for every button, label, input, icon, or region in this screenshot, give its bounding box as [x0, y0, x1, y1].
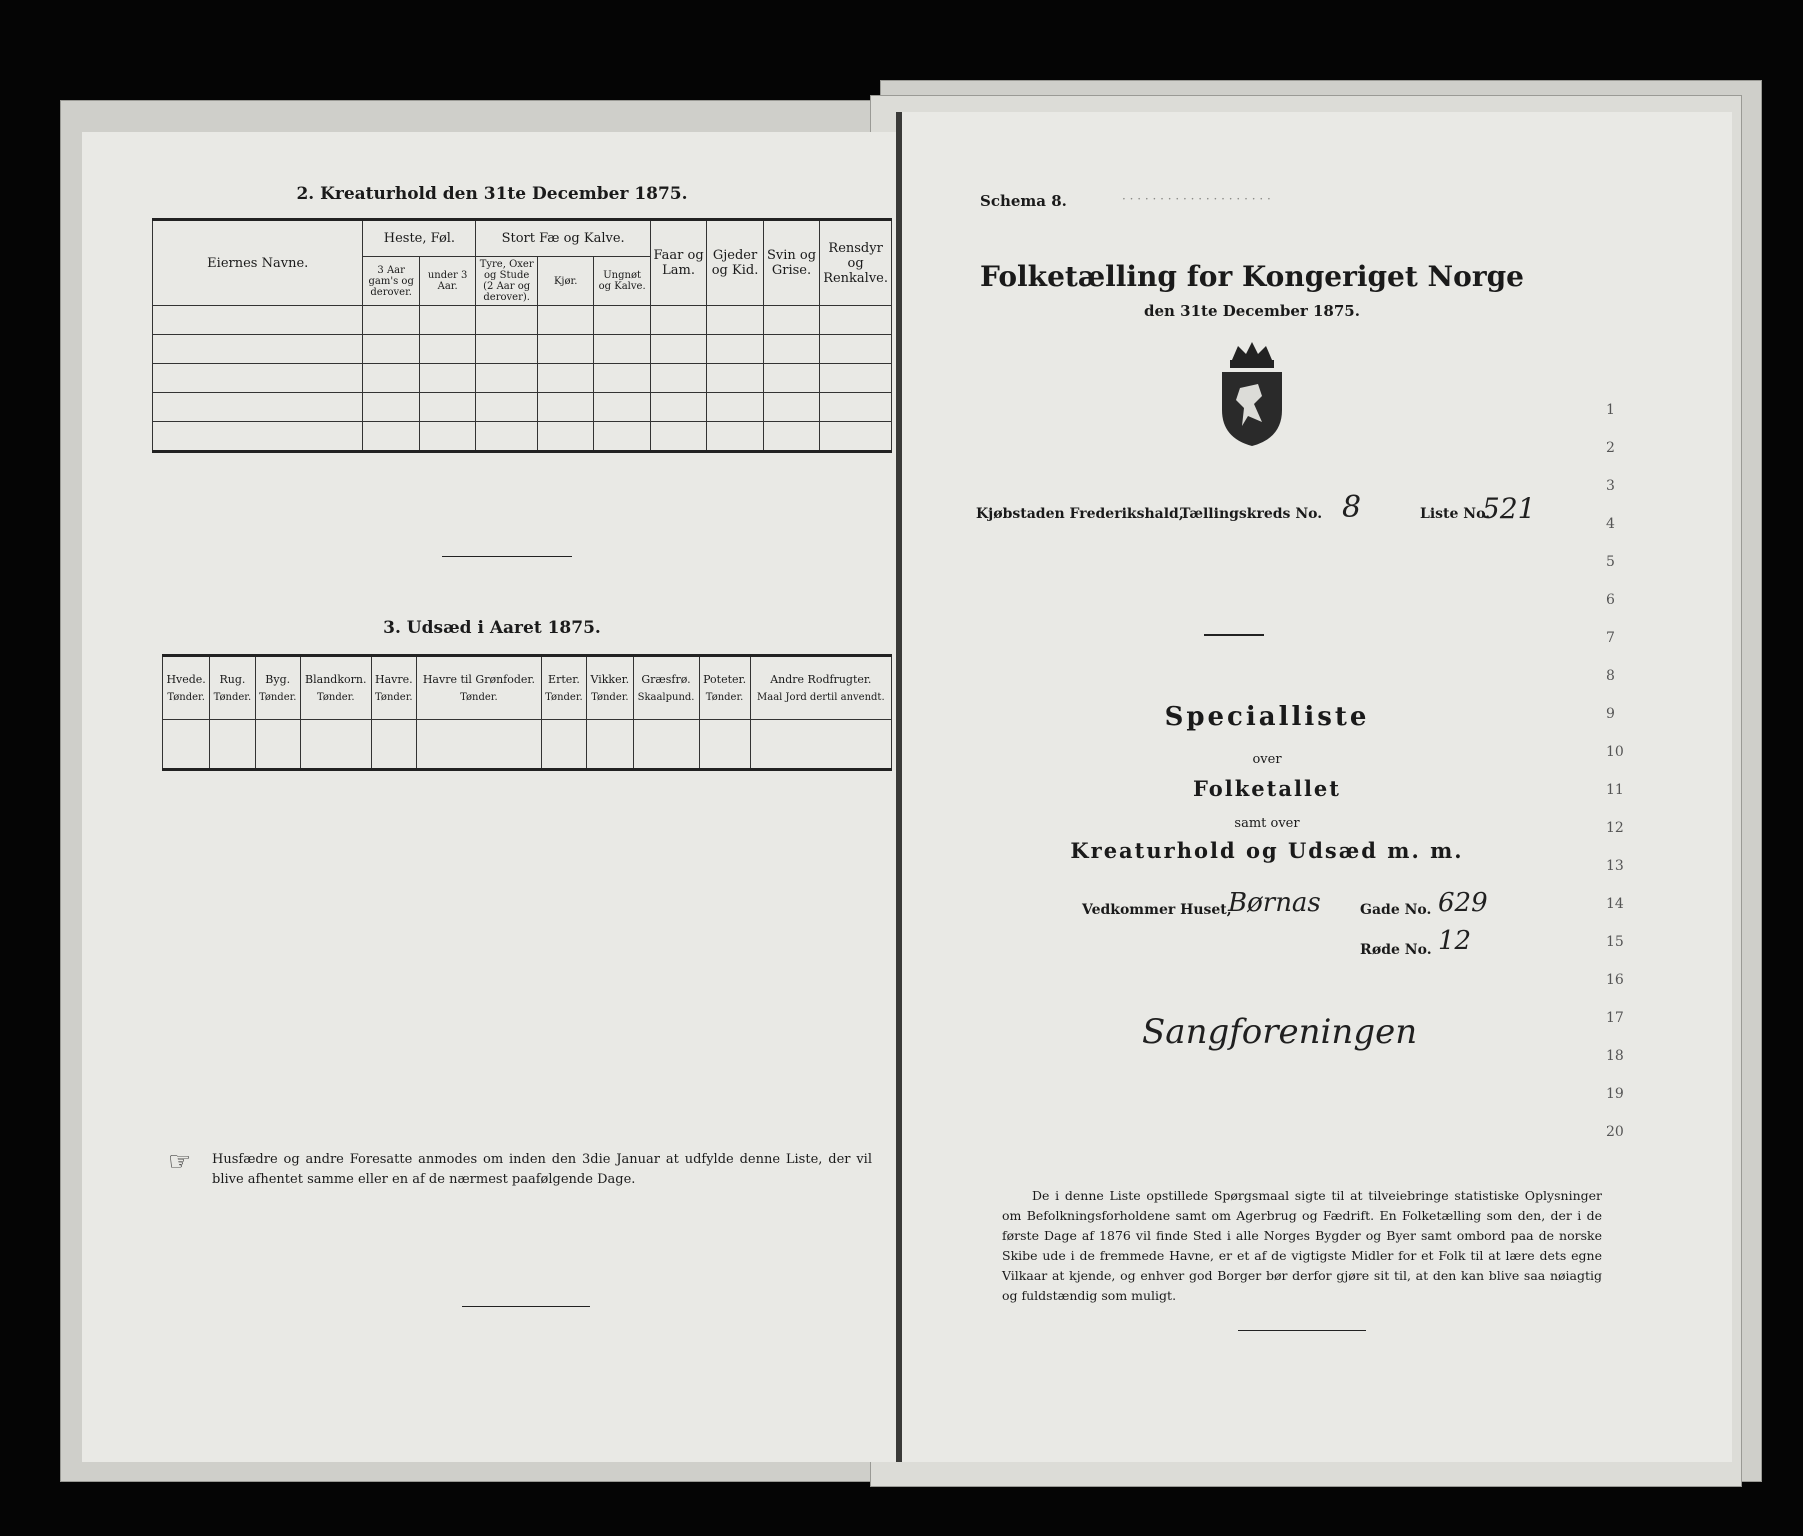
table-row: [153, 335, 892, 364]
seed-crop-name: Havre.: [374, 673, 413, 686]
table-row: [153, 422, 892, 452]
seed-cell: [633, 720, 699, 770]
row-number: 19: [1606, 1086, 1624, 1102]
explanation-paragraph: De i denne Liste opstillede Spørgsmaal sigte til at tilveiebringe statistiske Oplysninger om Befolkningsforholdene samt om Agerbrug og Fædrift. En Folketælling som den, der i de første Dage af 1876 vil finde Sted i alle Norges Bygder og Byer samt ombord paa de norske Skibe ude i de fremmede Havne, er et af de vigtigste Midler for et Folk til at lære dets egne Vilkaar at kjende, og enhver god Borger bør derfor gjøre sit til, at den kan blive saa nøiagtig og fuldstændig som muligt.: [1002, 1188, 1602, 1303]
row-number-column: [1592, 252, 1632, 1452]
seed-column-header: [371, 656, 416, 720]
rode-label: Røde No.: [1360, 942, 1432, 958]
row-number: 17: [1606, 1010, 1624, 1026]
seed-column-header: [750, 656, 891, 720]
seed-unit: Tønder.: [167, 692, 205, 703]
census-title: Folketælling for Kongeriget Norge: [980, 260, 1524, 293]
seed-crop-name: Rug.: [219, 673, 246, 686]
seed-crop-name: Erter.: [548, 673, 580, 686]
seed-crop-name: Vikker.: [590, 673, 630, 686]
seed-cell: [163, 720, 210, 770]
stort-fae-header: Stort Fæ og Kalve.: [476, 220, 651, 257]
row-number: 3: [1606, 478, 1615, 494]
row-number: 13: [1606, 858, 1624, 874]
livestock-table: [152, 218, 892, 453]
samt-over-text: samt over: [1234, 816, 1300, 831]
row-number: 6: [1606, 592, 1615, 608]
kreaturhold-text: Kreaturhold og Udsæd m. m.: [1070, 838, 1464, 863]
section-3-title: 3. Udsæd i Aaret 1875.: [383, 618, 601, 638]
census-subtitle: den 31te December 1875.: [1144, 302, 1360, 320]
table-row: [153, 364, 892, 393]
kjobstaden-label: Kjøbstaden Frederikshald,: [976, 506, 1184, 522]
owner-header: Eiernes Navne.: [153, 220, 363, 306]
seed-column-header: [633, 656, 699, 720]
seed-crop-name: Byg.: [265, 673, 291, 686]
divider: [1204, 634, 1264, 636]
gade-label: Gade No.: [1360, 902, 1432, 918]
seed-crop-name: Andre Rodfrugter.: [770, 673, 872, 686]
over-text: over: [1252, 752, 1282, 767]
row-number: 7: [1606, 630, 1615, 646]
seed-column-header: [541, 656, 586, 720]
svin-header: Svin og Grise.: [763, 220, 819, 306]
seed-unit: Tønder.: [545, 692, 583, 703]
heste-header: Heste, Føl.: [363, 220, 476, 257]
seed-cell: [750, 720, 891, 770]
seed-column-header: [255, 656, 300, 720]
seed-cell: [587, 720, 633, 770]
seed-table: [162, 654, 892, 771]
section-2-title: 2. Kreaturhold den 31te December 1875.: [296, 184, 688, 204]
row-number: 5: [1606, 554, 1615, 570]
divider: [442, 556, 572, 557]
row-number: 2: [1606, 440, 1615, 456]
seed-crop-name: Havre til Grønfoder.: [422, 673, 535, 686]
liste-value: 521: [1482, 492, 1536, 525]
divider: [1238, 1330, 1366, 1331]
specialliste-heading: Specialliste: [1164, 702, 1370, 732]
table-row: [153, 306, 892, 335]
seed-crop-name: Blandkorn.: [305, 673, 367, 686]
right-page: [902, 112, 1732, 1462]
liste-label: Liste No.: [1420, 506, 1491, 522]
seed-unit: Tønder.: [213, 692, 252, 703]
schema-label: Schema 8.: [980, 192, 1067, 210]
seed-cell: [300, 720, 371, 770]
seed-cell: [255, 720, 300, 770]
pointing-hand-icon: ☞: [168, 1147, 192, 1177]
faar-header: Faar og Lam.: [650, 220, 706, 306]
row-number: 8: [1606, 668, 1615, 684]
seed-cell: [417, 720, 542, 770]
seed-unit: Tønder.: [316, 692, 355, 703]
gade-value: 629: [1438, 888, 1488, 918]
seed-unit: Tønder.: [705, 692, 744, 703]
left-page: [82, 132, 904, 1462]
seed-cell: [541, 720, 586, 770]
kreds-value: 8: [1342, 490, 1362, 525]
rode-value: 12: [1438, 926, 1472, 956]
huset-value: Børnas: [1228, 888, 1321, 918]
row-number: 16: [1606, 972, 1624, 988]
seed-unit: Maal Jord dertil anvendt.: [757, 692, 885, 703]
association-name: Sangforeningen: [1142, 1012, 1418, 1052]
row-number: 10: [1606, 744, 1624, 760]
seed-cell: [699, 720, 750, 770]
seed-column-header: [417, 656, 542, 720]
seed-column-header: [699, 656, 750, 720]
row-number: 1: [1606, 402, 1615, 418]
seed-crop-name: Hvede.: [166, 673, 206, 686]
seed-cell: [371, 720, 416, 770]
seed-unit: Tønder.: [258, 692, 297, 703]
rensdyr-header: Rensdyr og Renkalve.: [820, 220, 892, 306]
row-number: 18: [1606, 1048, 1624, 1064]
row-number: 11: [1606, 782, 1624, 798]
seed-crop-name: Græsfrø.: [641, 673, 691, 686]
row-number: 20: [1606, 1124, 1624, 1140]
seed-column-header: [300, 656, 371, 720]
seed-cell: [210, 720, 255, 770]
stort-sub-2: Kjør.: [537, 257, 593, 306]
kreds-label: Tællingskreds No.: [1180, 506, 1323, 522]
stort-sub-3: Ungnøt og Kalve.: [594, 257, 650, 306]
heste-sub-1: 3 Aar gam's og derover.: [363, 257, 419, 306]
vedkommer-label: Vedkommer Huset,: [1082, 902, 1232, 918]
heste-sub-2: under 3 Aar.: [419, 257, 475, 306]
stort-sub-1: Tyre, Oxer og Stude (2 Aar og derover).: [476, 257, 538, 306]
row-number: 9: [1606, 706, 1615, 722]
seed-unit: Tønder.: [591, 692, 629, 703]
bleed-through-text: · · · · · · · · · · · · · · · · · · · ·: [1122, 192, 1271, 206]
row-number: 14: [1606, 896, 1624, 912]
seed-unit: Tønder.: [460, 692, 498, 703]
seed-unit: Skaalpund.: [637, 692, 695, 703]
seed-unit: Tønder.: [375, 692, 413, 703]
seed-column-header: [210, 656, 255, 720]
notice-text: Husfædre og andre Foresatte anmodes om inden den 3die Januar at udfylde denne Liste, der vil blive afhentet samme eller en af de nærmest paafølgende Dage.: [212, 1152, 872, 1187]
table-row: [153, 393, 892, 422]
row-number: 4: [1606, 516, 1615, 532]
divider: [462, 1306, 590, 1307]
gjeder-header: Gjeder og Kid.: [707, 220, 763, 306]
coat-of-arms-icon: [1212, 340, 1292, 450]
row-number: 12: [1606, 820, 1624, 836]
folketallet-text: Folketallet: [1193, 776, 1341, 801]
seed-column-header: [587, 656, 633, 720]
seed-column-header: [163, 656, 210, 720]
row-number: 15: [1606, 934, 1624, 950]
seed-crop-name: Poteter.: [703, 673, 747, 686]
